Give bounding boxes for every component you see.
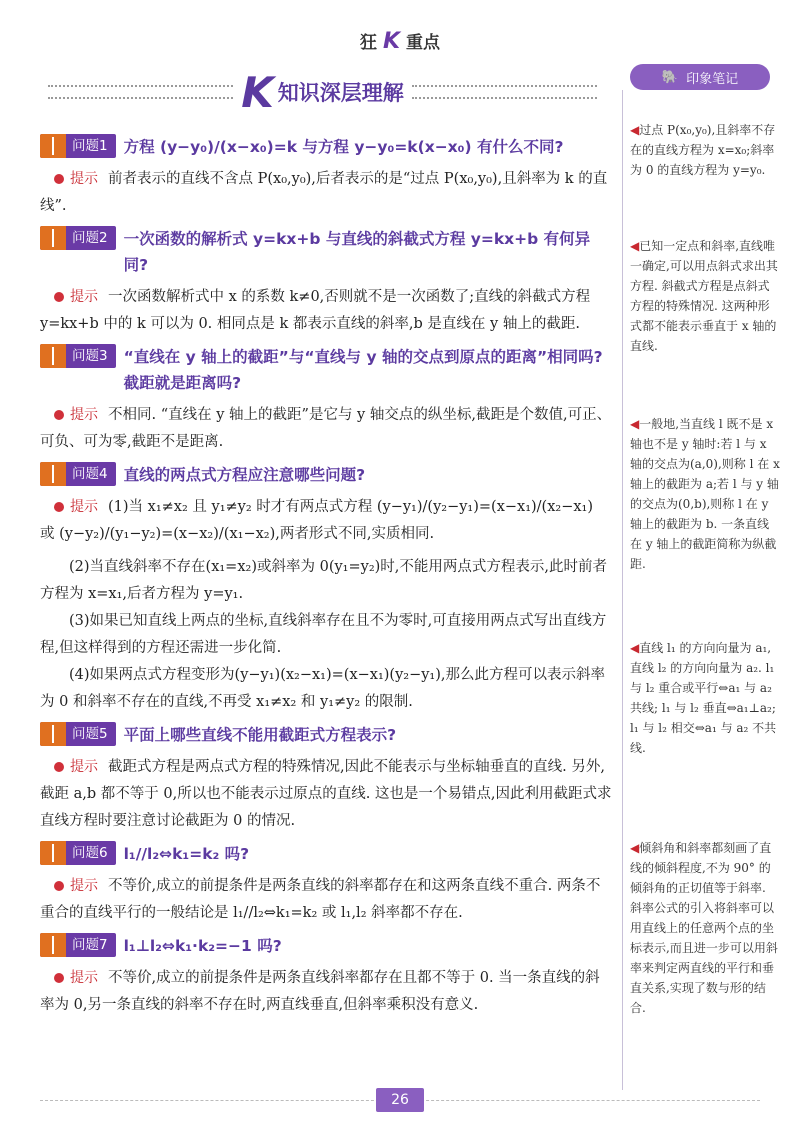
- book-icon: [40, 722, 66, 746]
- tip-icon: [54, 174, 64, 184]
- tip-4: 提示 (1)当 x₁≠x₂ 且 y₁≠y₂ 时才有两点式方程 (y−y₁)/(y₂−y₁)=(x−x₁)/(x₂−x₁) 或 (y−y₂)/(y₁−y₂)=(x−x₂)/(x₁−x₂),两者形式不同,实质相同.: [40, 499, 593, 542]
- question-title: 方程 (y−y₀)/(x−x₀)=k 与方程 y−y₀=k(x−x₀) 有什么不同?: [123, 138, 564, 156]
- running-header: [0, 28, 800, 54]
- triangle-marker-icon: ◀: [630, 239, 640, 253]
- tip-text: (1)当 x₁≠x₂ 且 y₁≠y₂ 时才有两点式方程 (y−y₁)/(y₂−y₁)=(x−x₁)/(x₂−x₁) 或 (y−y₂)/(y₁−y₂)=(x−x₂)/(x₁−x₂),两者形式不同,实质相同.: [40, 499, 593, 542]
- question-badge: 问题1: [40, 134, 116, 158]
- main-column: [40, 128, 612, 1025]
- header-pre: 狂: [360, 33, 378, 53]
- triangle-marker-icon: ◀: [630, 417, 640, 431]
- tip-icon: [54, 973, 64, 983]
- tip-4-item-2: (2)当直线斜率不存在(x₁=x₂)或斜率为 0(y₁=y₂)时,不能用两点式方程表示,此时前者方程为 x=x₁,后者方程为 y=y₁.: [40, 559, 608, 602]
- side-note-3: ◀一般地,当直线 l 既不是 x 轴也不是 y 轴时:若 l 与 x 轴的交点为(a,0),则称 l 在 x 轴上的截距为 a;若 l 与 y 轴的交点为(0,b),则称 l 在 y 轴上的截距为 b. 一条直线在 y 轴上的截距简称为纵截距.: [630, 417, 780, 571]
- note-tag-label: 印象笔记: [686, 71, 739, 87]
- tip-icon: [54, 292, 64, 302]
- question-title: 平面上哪些直线不能用截距式方程表示?: [123, 726, 397, 744]
- side-note-5: ◀倾斜角和斜率都刻画了直线的倾斜程度,不为 90° 的倾斜角的正切值等于斜率. 斜率公式的引入将斜率可以用直线上的任意两个点的坐标表示,而且进一步可以用斜率来判定两直线的平行和垂直关系,实现了数与形的结合.: [630, 841, 778, 1015]
- page-number: 26: [376, 1088, 424, 1112]
- tip-text: 不相同. “直线在 y 轴上的截距”是它与 y 轴交点的纵坐标,截距是个数值,可正、可负、可为零,截距不是距离.: [40, 407, 612, 450]
- book-icon: [40, 462, 66, 486]
- question-6: [40, 841, 612, 867]
- tip-icon: [54, 410, 64, 420]
- tip-2: 提示 一次函数解析式中 x 的系数 k≠0,否则就不是一次函数了;直线的斜截式方程 y=kx+b 中的 k 可以为 0. 相同点是 k 都表示直线的斜率,b 是直线在 y 轴上的截距.: [40, 289, 591, 332]
- question-1: [40, 134, 612, 160]
- triangle-marker-icon: ◀: [630, 123, 640, 137]
- note-tag: [630, 64, 770, 90]
- tip-1: 提示 前者表示的直线不含点 P(x₀,y₀),后者表示的是“过点 P(x₀,y₀),且斜率为 k 的直线”.: [40, 171, 608, 214]
- book-icon: [40, 226, 66, 250]
- triangle-marker-icon: ◀: [630, 841, 640, 855]
- dotted-rule-right: [412, 85, 597, 99]
- question-badge: 问题3: [40, 344, 116, 368]
- tip-4-item-3: (3)如果已知直线上两点的坐标,直线斜率存在且不为零时,可直接用两点式写出直线方程,但这样得到的方程还需进一步化简.: [40, 613, 607, 656]
- question-5: [40, 722, 612, 748]
- question-title: l₁⊥l₂⇔k₁·k₂=−1 吗?: [123, 937, 282, 955]
- tip-7: 提示 不等价,成立的前提条件是两条直线斜率都存在且都不等于 0. 当一条直线的斜率为 0,另一条直线的斜率不存在时,两直线垂直,但斜率乘积没有意义.: [40, 970, 600, 1013]
- book-icon: [40, 344, 66, 368]
- question-2: [40, 226, 612, 278]
- book-icon: [40, 134, 66, 158]
- tip-text: 前者表示的直线不含点 P(x₀,y₀),后者表示的是“过点 P(x₀,y₀),且斜率为 k 的直线”.: [40, 171, 608, 214]
- question-7: [40, 933, 612, 959]
- section-title-text: 知识深层理解: [277, 81, 404, 105]
- side-note-4: ◀直线 l₁ 的方向向量为 a₁,直线 l₂ 的方向向量为 a₂. l₁ 与 l₂ 重合或平行⇔a₁ 与 a₂ 共线; l₁ 与 l₂ 垂直⇔a₁⊥a₂; l₁ 与 l₂ 相交⇔a₁ 与 a₂ 不共线.: [630, 641, 777, 755]
- header-post: 重点: [405, 33, 440, 53]
- question-3: [40, 344, 612, 396]
- section-title: [40, 68, 605, 116]
- question-badge: 问题7: [40, 933, 116, 957]
- book-icon: [40, 933, 66, 957]
- question-title: l₁//l₂⇔k₁=k₂ 吗?: [123, 845, 250, 863]
- question-4: [40, 462, 612, 488]
- tip-text: 不等价,成立的前提条件是两条直线的斜率都存在和这两条直线不重合. 两条不重合的直线平行的一般结论是 l₁//l₂⇔k₁=k₂ 或 l₁,l₂ 斜率都不存在.: [40, 878, 601, 921]
- tip-icon: [54, 881, 64, 891]
- tip-icon: [54, 762, 64, 772]
- column-divider: [622, 90, 623, 1090]
- question-title: “直线在 y 轴上的截距”与“直线与 y 轴的交点到原点的距离”相同吗? 截距就是距离吗?: [123, 348, 603, 392]
- tip-text: 不等价,成立的前提条件是两条直线斜率都存在且都不等于 0. 当一条直线的斜率为 0,另一条直线的斜率不存在时,两直线垂直,但斜率乘积没有意义.: [40, 970, 600, 1013]
- side-note-1: ◀过点 P(x₀,y₀),且斜率不存在的直线方程为 x=x₀;斜率为 0 的直线方程为 y=y₀.: [630, 123, 776, 177]
- question-badge: 问题6: [40, 841, 116, 865]
- question-badge: 问题2: [40, 226, 116, 250]
- elephant-icon: 🐘: [661, 69, 679, 85]
- section-k-logo: K: [241, 67, 274, 117]
- dotted-rule-left: [48, 85, 233, 99]
- book-icon: [40, 841, 66, 865]
- triangle-marker-icon: ◀: [630, 641, 640, 655]
- tip-text: 截距式方程是两点式方程的特殊情况,因此不能表示与坐标轴垂直的直线. 另外,截距 a,b 都不等于 0,所以也不能表示过原点的直线. 这也是一个易错点,因此利用截距式求直线方程时要注意讨论截距为 0 的情况.: [40, 759, 612, 829]
- header-k: K: [382, 29, 401, 54]
- question-badge: 问题4: [40, 462, 116, 486]
- tip-6: 提示 不等价,成立的前提条件是两条直线的斜率都存在和这两条直线不重合. 两条不重合的直线平行的一般结论是 l₁//l₂⇔k₁=k₂ 或 l₁,l₂ 斜率都不存在.: [40, 878, 601, 921]
- tip-text: 一次函数解析式中 x 的系数 k≠0,否则就不是一次函数了;直线的斜截式方程 y=kx+b 中的 k 可以为 0. 相同点是 k 都表示直线的斜率,b 是直线在 y 轴上的截距.: [40, 289, 591, 332]
- tip-3: 提示 不相同. “直线在 y 轴上的截距”是它与 y 轴交点的纵坐标,截距是个数值,可正、可负、可为零,截距不是距离.: [40, 407, 612, 450]
- question-badge: 问题5: [40, 722, 116, 746]
- tip-5: 提示 截距式方程是两点式方程的特殊情况,因此不能表示与坐标轴垂直的直线. 另外,截距 a,b 都不等于 0,所以也不能表示过原点的直线. 这也是一个易错点,因此利用截距式求直线方程时要注意讨论截距为 0 的情况.: [40, 759, 612, 829]
- side-note-2: ◀已知一定点和斜率,直线唯一确定,可以用点斜式求出其方程. 斜截式方程是点斜式方程的特殊情况. 这两种形式都不能表示垂直于 x 轴的直线.: [630, 239, 778, 353]
- tip-4-item-4: (4)如果两点式方程变形为(y−y₁)(x₂−x₁)=(x−x₁)(y₂−y₁),那么此方程可以表示斜率为 0 和斜率不存在的直线,不再受 x₁≠x₂ 和 y₁≠y₂ 的限制.: [40, 667, 606, 710]
- tip-icon: [54, 502, 64, 512]
- question-title: 直线的两点式方程应注意哪些问题?: [123, 466, 366, 484]
- question-title: 一次函数的解析式 y=kx+b 与直线的斜截式方程 y=kx+b 有何异同?: [123, 230, 591, 274]
